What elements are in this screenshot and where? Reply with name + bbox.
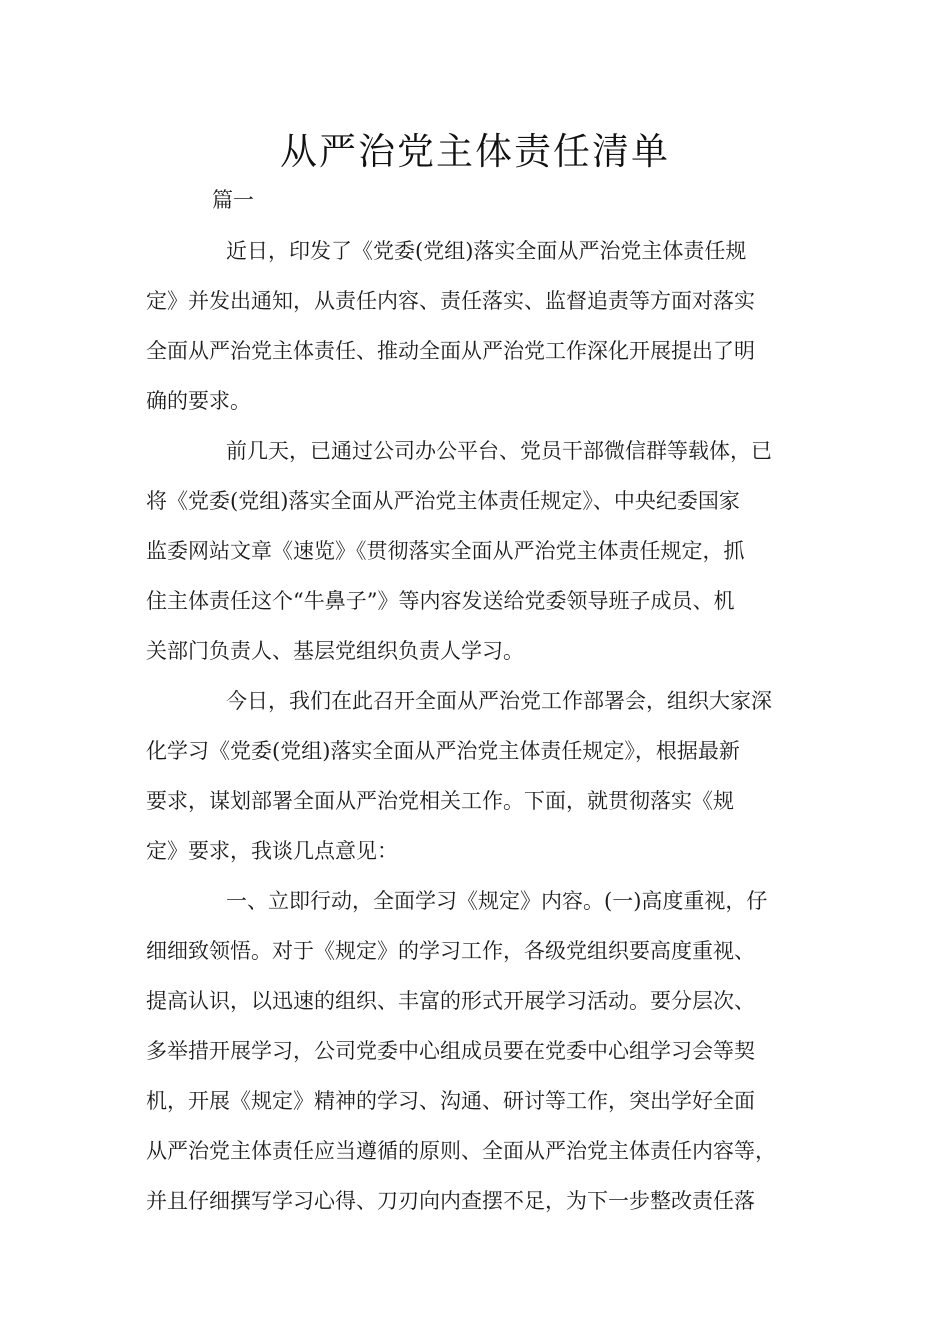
text-line: 多举措开展学习，公司党委中心组成员要在党委中心组学习会等契 [146,1039,755,1063]
text-line: 提高认识，以迅速的组织、丰富的形式开展学习活动。要分层次、 [146,989,755,1013]
paragraph [146,226,822,426]
document-title: 从严治党主体责任清单 [280,130,670,173]
paragraph [146,676,822,876]
text-line: 化学习《党委(党组)落实全面从严治党主体责任规定》，根据最新 [146,739,740,763]
text-line: 一、立即行动，全面学习《规定》内容。(一)高度重视，仔 [226,889,768,913]
text-line: 今日，我们在此召开全面从严治党工作部署会，组织大家深 [226,689,772,713]
text-line: 机，开展《规定》精神的学习、沟通、研讨等工作，突出学好全面 [146,1089,755,1113]
text-line: 全面从严治党主体责任、推动全面从严治党工作深化开展提出了明 [146,339,755,363]
section-label: 篇一 [212,188,254,212]
document-body [146,226,822,1226]
text-line: 将《党委(党组)落实全面从严治党主体责任规定》、中央纪委国家 [146,489,740,513]
text-line: 前几天，已通过公司办公平台、党员干部微信群等载体，已 [226,439,772,463]
text-line: 定》并发出通知，从责任内容、责任落实、监督追责等方面对落实 [146,289,755,313]
text-line: 近日，印发了《党委(党组)落实全面从严治党主体责任规 [226,239,747,263]
paragraph [146,876,822,1226]
text-line: 细细致领悟。对于《规定》的学习工作，各级党组织要高度重视、 [146,939,755,963]
text-line: 住主体责任这个“牛鼻子”》等内容发送给党委领导班子成员、机 [146,589,735,613]
text-line: 并且仔细撰写学习心得、刀刃向内查摆不足，为下一步整改责任落 [146,1189,755,1213]
text-line: 要求，谋划部署全面从严治党相关工作。下面，就贯彻落实《规 [146,789,734,813]
paragraph [146,426,822,676]
text-line: 定》要求，我谈几点意见： [146,839,398,863]
text-line: 从严治党主体责任应当遵循的原则、全面从严治党主体责任内容等， [146,1139,776,1163]
text-line: 确的要求。 [146,389,251,413]
text-line: 监委网站文章《速览》《贯彻落实全面从严治党主体责任规定，抓 [146,539,745,563]
text-line: 关部门负责人、基层党组织负责人学习。 [146,639,524,663]
